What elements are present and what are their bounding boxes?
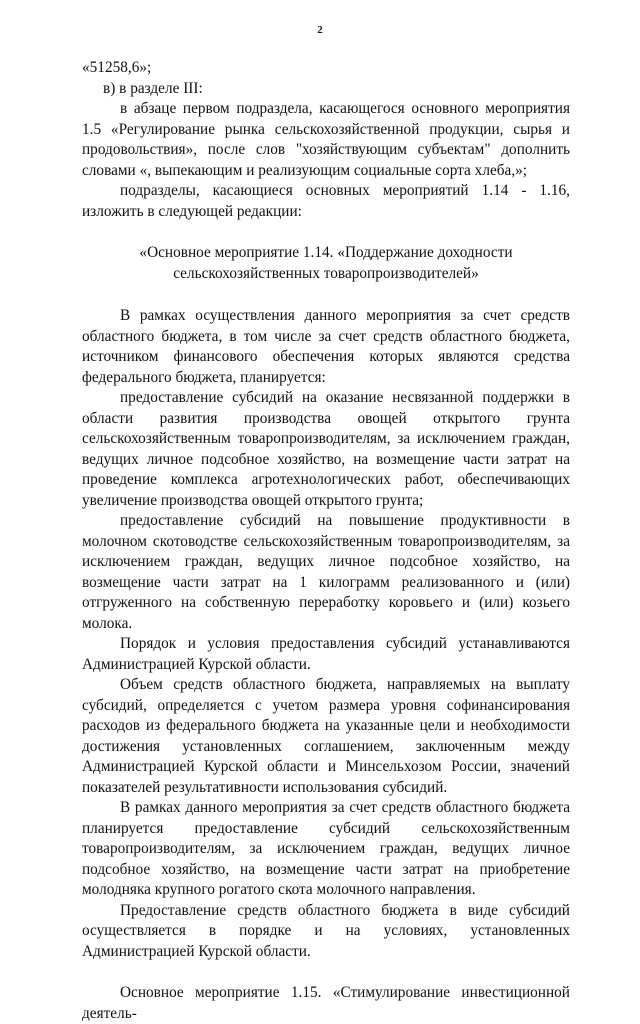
section-heading-1-15: Основное мероприятие 1.15. «Стимулирование инвестиционной деятель- (82, 984, 570, 1022)
body-paragraph-1: В рамках осуществления данного мероприятия за счет средств областного бюджета, в том числе за счет средств областного бюджета, источником финансового обеспечения которых являются средства федерального бюджета, планируется: (82, 307, 570, 386)
section-heading-1-14: «Основное мероприятие 1.14. «Поддержание доходности сельскохозяйственных товаропроизводителей» (139, 244, 513, 282)
amount-line: «51258,6»; (82, 59, 152, 76)
body-paragraph-3: предоставление субсидий на повышение продуктивности в молочном скотоводстве сельскохозяйственным товаропроизводителям, за исключением граждан, ведущих личное подсобное хозяйство, на возмещение части затрат на 1 килограмм реализованного и (или) отгруженного на собственную переработку коровьего и (или) козьего молока. (82, 512, 570, 632)
body-paragraph-2: предоставление субсидий на оказание несвязанной поддержки в области развития производства овощей открытого грунта сельскохозяйственным товаропроизводителям, за исключением граждан, ведущих личное подсобное хозяйство, на возмещение части затрат на проведение комплекса агротехнологических работ, обеспечивающих увеличение производства овощей открытого грунта; (82, 389, 570, 509)
body-paragraph-5: Объем средств областного бюджета, направляемых на выплату субсидий, определяется с учетом размера уровня софинансирования расходов из федерального бюджета на указанные цели и необходимости достижения установленных соглашением, заключенным между Администрацией Курской области и Минсельхозом России, значений показателей результативности использования субсидий. (82, 676, 570, 796)
body-paragraph-6: В рамках данного мероприятия за счет средств областного бюджета планируется предоставление субсидий сельскохозяйственным товаропроизводителям, за исключением граждан, ведущих личное подсобное хозяйство, на возмещение части затрат на приобретение молодняка крупного рогатого скота молочного направления. (82, 799, 570, 898)
amendment-paragraph-2: подразделы, касающиеся основных мероприятий 1.14 - 1.16, изложить в следующей редакции: (82, 182, 570, 220)
page-number: 2 (317, 24, 323, 36)
body-paragraph-4: Порядок и условия предоставления субсидий устанавливаются Администрацией Курской области. (82, 635, 570, 673)
section-iii-line: в) в разделе III: (103, 79, 203, 97)
body-paragraph-7: Предоставление средств областного бюджета в виде субсидий осуществляется в порядке и на условиях, установленных Администрацией Курской области. (82, 901, 570, 960)
amendment-paragraph-1: в абзаце первом подраздела, касающегося основного мероприятия 1.5 «Регулирование рынка сельскохозяйственной продукции, сырья и продовольствия», после слов "хозяйствующим субъектам" дополнить словами «, выпекающим и реализующим социальные сорта хлеба,»; (82, 100, 570, 179)
document-body (82, 58, 570, 1024)
